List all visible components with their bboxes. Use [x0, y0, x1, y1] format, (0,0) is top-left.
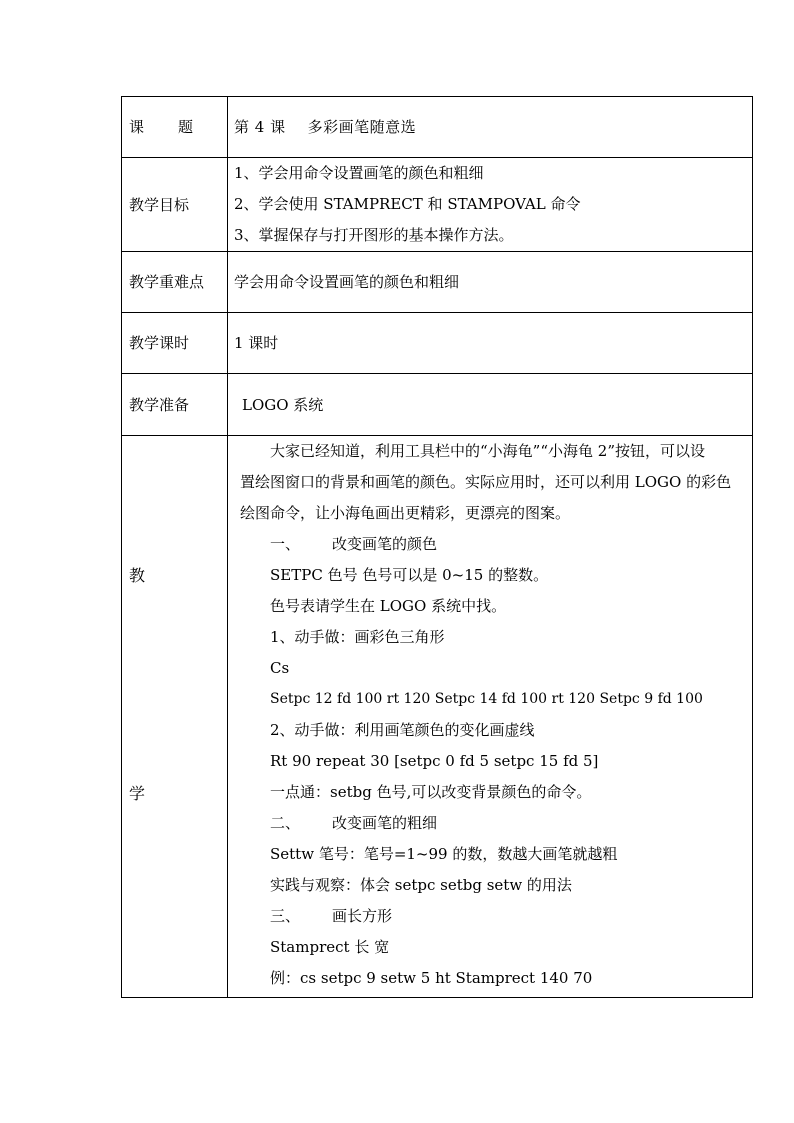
hours-label: 教学课时	[122, 313, 228, 374]
key-points-text: 学会用命令设置画笔的颜色和粗细	[228, 252, 753, 313]
section-2-number: 二、	[270, 814, 301, 832]
title-label-cell	[122, 97, 228, 158]
key-points-row	[122, 252, 753, 313]
activity-2-line: 2、动手做：利用画笔颜色的变化画虚线	[270, 721, 535, 739]
teaching-label-cell	[122, 436, 228, 998]
intro-line-2: 置绘图窗口的背景和画笔的颜色。实际应用时，还可以利用 LOGO 的彩色	[240, 473, 732, 491]
hours-text: 1 课时	[228, 313, 753, 374]
section-3-title: 画长方形	[332, 907, 393, 925]
dash-code-line: Rt 90 repeat 30 [setpc 0 fd 5 setpc 15 fd 5]	[270, 752, 599, 770]
title-content-cell	[228, 97, 753, 158]
lesson-name: 多彩画笔随意选	[307, 118, 417, 136]
title-label-char-1: 课	[129, 118, 145, 136]
preparation-row	[122, 374, 753, 436]
goal-line-1: 1、学会用命令设置画笔的颜色和粗细	[234, 164, 484, 182]
key-points-label: 教学重难点	[122, 252, 228, 313]
stamprect-line: Stamprect 长 宽	[270, 938, 390, 956]
teaching-label-char-2: 学	[129, 784, 146, 803]
section-1-heading	[234, 529, 748, 560]
tip-line: 一点通：setbg 色号,可以改变背景颜色的命令。	[270, 783, 592, 801]
hours-row	[122, 313, 753, 374]
section-2-heading	[234, 808, 748, 839]
title-row	[122, 97, 753, 158]
section-3-heading	[234, 901, 748, 932]
teaching-label-char-1: 教	[129, 566, 146, 585]
section-3-number: 三、	[270, 907, 301, 925]
intro-line-3: 绘图命令，让小海龟画出更精彩，更漂亮的图案。	[240, 504, 571, 522]
cs-line: Cs	[270, 659, 290, 677]
goals-content-cell	[228, 158, 753, 252]
teaching-row	[122, 436, 753, 998]
lesson-number: 第 4 课	[234, 118, 286, 136]
title-label	[129, 118, 193, 136]
settw-line: Settw 笔号：笔号=1~99 的数，数越大画笔就越粗	[270, 845, 618, 863]
section-2-title: 改变画笔的粗细	[332, 814, 438, 832]
section-1-title: 改变画笔的颜色	[332, 535, 438, 553]
preparation-text: LOGO 系统	[242, 395, 324, 414]
section-1-number: 一、	[270, 535, 301, 553]
title-label-char-2: 题	[177, 118, 193, 136]
goal-line-3: 3、掌握保存与打开图形的基本操作方法。	[234, 226, 514, 244]
triangle-code-line: Setpc 12 fd 100 rt 120 Setpc 14 fd 100 rt 120 Setpc 9 fd 100	[270, 691, 703, 707]
activity-1-line: 1、动手做：画彩色三角形	[270, 628, 445, 646]
setpc-line: SETPC 色号 色号可以是 0~15 的整数。	[270, 566, 549, 584]
teaching-content-cell	[228, 436, 753, 998]
example-line: 例：cs setpc 9 setw 5 ht Stamprect 140 70	[270, 969, 593, 987]
goals-row	[122, 158, 753, 252]
color-table-line: 色号表请学生在 LOGO 系统中找。	[270, 597, 507, 615]
intro-line-1: 大家已经知道，利用工具栏中的“小海龟”“小海龟 2”按钮，可以设	[270, 442, 705, 460]
goals-label: 教学目标	[122, 158, 228, 252]
preparation-label: 教学准备	[122, 374, 228, 436]
lesson-plan-table	[121, 96, 753, 998]
preparation-cell	[228, 374, 753, 436]
goal-line-2: 2、学会使用 STAMPRECT 和 STAMPOVAL 命令	[234, 195, 581, 213]
practice-line: 实践与观察：体会 setpc setbg setw 的用法	[270, 876, 572, 894]
